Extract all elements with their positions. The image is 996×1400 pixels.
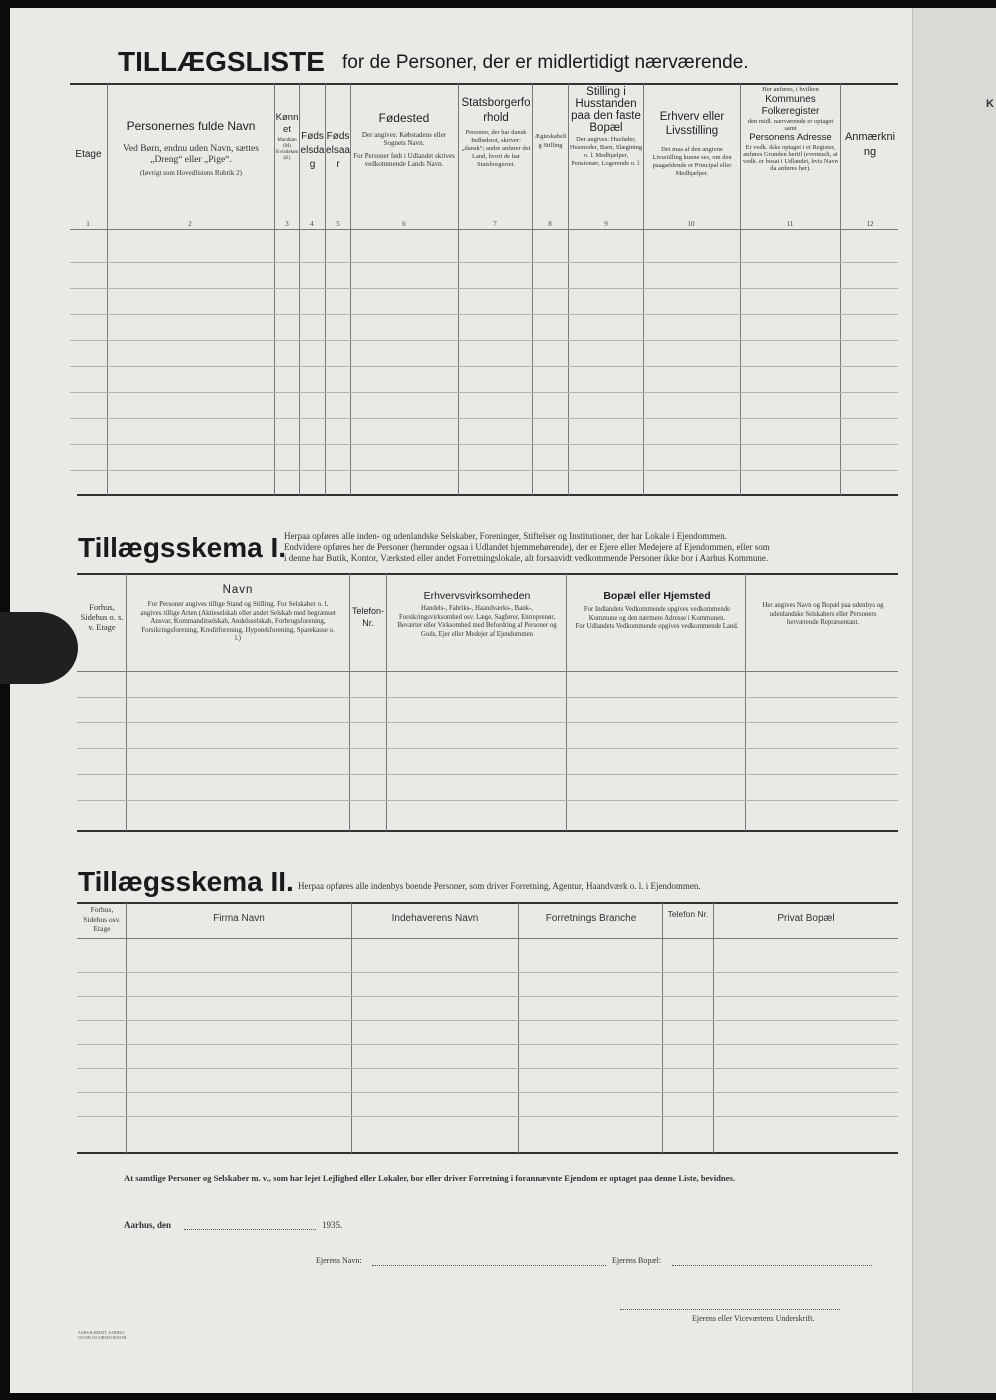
- s2-header-phone: Telefon Nr.: [667, 909, 709, 919]
- row-line: [70, 340, 898, 341]
- row-line: [77, 972, 898, 973]
- col-divider: [386, 574, 387, 831]
- col-divider: [643, 84, 644, 495]
- col-divider: [107, 84, 108, 495]
- s1-header-navn: Navn For Personer angives tillige Stand og Stilling. For Selskaber o. l. angives tillige Arten (Aktieselskab eller andet Selskab med begrænset Ansvar, Kommanditselskab, Andelsselskab, Forbrugsforening, Forsikringsforening, Kreditforening, Hypotekforening, Sparekasse o. l.): [140, 584, 336, 642]
- footer-statement: At samtlige Personer og Selskaber m. v., som har lejet Lejlighed eller Lokaler, bor eller driver Forretning i forannævnte Ejendom er optaget paa denne Liste, bevidnes.: [124, 1173, 735, 1183]
- row-line: [70, 392, 898, 393]
- header-birthplace: Fødested Der angives: Købstadens eller Sognets Navn. For Personer født i Udlandet skrives vedkommende Lands Navn.: [353, 111, 455, 168]
- owner-address-line: [672, 1264, 872, 1266]
- col-divider: [740, 84, 741, 495]
- s1-header-business: Erhvervsvirksomheden Handels-, Fabriks-, Haandværks-, Bank-, Forsikringsvirksomhed osv. Læge, Sagfører, Entreprenør, Beværter eller Virksomhed med Befordring af Personer og Gods, Ejer eller Medejer af Ejendommen: [397, 590, 557, 638]
- col-number: 5: [336, 220, 340, 228]
- skema1-intro: [284, 531, 904, 564]
- signature-label: Ejerens eller Viceværtens Underskrift.: [692, 1314, 815, 1323]
- col-number: 4: [310, 220, 314, 228]
- skema2-bottom-border: [77, 1152, 898, 1154]
- col-divider: [566, 574, 567, 831]
- skema1-top-border: [77, 573, 898, 575]
- col-number: 10: [687, 220, 695, 228]
- col-number: 2: [188, 220, 192, 228]
- date-line: [184, 1228, 316, 1230]
- row-line: [77, 1044, 898, 1045]
- col-number: 12: [866, 220, 874, 228]
- s1-header-address: Bopæl eller Hjemsted For Indlandets Vedkommende opgives vedkommende Kommune og den nærmere Adresse i Kommunen. For Udlandets Vedkommende opgives vedkommende Land.: [575, 590, 739, 630]
- main-table-bottom-border: [77, 494, 898, 496]
- col-divider: [458, 84, 459, 495]
- row-line: [77, 1020, 898, 1021]
- footer-year: 1935.: [322, 1220, 343, 1230]
- main-table-header-bottom: [70, 229, 898, 230]
- row-line: [70, 418, 898, 419]
- row-line: [77, 1092, 898, 1093]
- owner-name-line: [372, 1264, 606, 1266]
- skema1-header-bottom: [77, 671, 898, 672]
- row-line: [77, 748, 898, 749]
- header-citizenship: Statsborgerforhold Personer, der har dansk Indfødsret, skriver: „dansk“; andre anfører det Land, hvori de har Statsborgerret.: [461, 97, 531, 168]
- row-line: [77, 996, 898, 997]
- printer-imprint: AARS & HEDST. AARHUS JACOB JACOBSEN BOGTR.: [78, 1330, 128, 1340]
- header-birthyear: Fødselsaar: [326, 131, 350, 170]
- row-line: [70, 444, 898, 445]
- header-sex: Kønnet Mandkøn (M) Kvindekøn (K): [275, 112, 299, 161]
- s2-header-owner: Indehaverens Navn: [391, 913, 479, 924]
- col-divider: [350, 84, 351, 495]
- col-number: 1: [86, 220, 90, 228]
- row-line: [70, 288, 898, 289]
- col-number: 9: [604, 220, 608, 228]
- skema1-intro-line: i denne har Butik, Kontor, Værksted eller andet Forretningslokale, alt forsaavidt vedkommende Personer ikke bor i Aarhus Kommune.: [284, 553, 769, 563]
- s2-header-private: Privat Bopæl: [777, 913, 835, 924]
- owner-name-label: Ejerens Navn:: [316, 1256, 362, 1265]
- row-line: [77, 722, 898, 723]
- header-household: Stilling i Husstanden paa den faste Bopæl Der angives: Husfader, Husmoder, Barn, Slægtning o. l. Medhjælper, Pensionær, Logerende o. l.: [569, 86, 643, 167]
- s1-header-phone: Telefon-Nr.: [351, 606, 385, 628]
- s2-header-firm: Firma Navn: [213, 913, 265, 924]
- row-line: [70, 262, 898, 263]
- row-line: [70, 314, 898, 315]
- footer-place: Aarhus, den: [124, 1220, 172, 1230]
- header-etage: Etage: [75, 149, 102, 160]
- next-page-edge: [912, 8, 996, 1393]
- col-divider: [349, 574, 350, 831]
- form-subtitle: for de Personer, der er midlertidigt nærværende.: [342, 52, 749, 73]
- row-line: [70, 366, 898, 367]
- skema1-intro-line: Endvidere opføres her de Personer (herunder ogsaa i Udlandet hjemmehørende), der er Ejere eller Medejere af Ejendommen, eller som: [284, 542, 770, 552]
- s2-header-etage: Forhus, Sidehus osv. Etage: [83, 905, 121, 933]
- col-number: 6: [402, 220, 406, 228]
- col-divider: [840, 84, 841, 495]
- col-divider: [126, 574, 127, 831]
- skema2-title: Tillægsskema II.: [78, 866, 294, 897]
- row-line: [70, 470, 898, 471]
- row-line: [77, 774, 898, 775]
- main-table-top-border: [70, 83, 898, 85]
- col-number: 3: [285, 220, 289, 228]
- col-number: 8: [548, 220, 552, 228]
- owner-address-label: Ejerens Bopæl:: [612, 1256, 662, 1265]
- row-line: [77, 800, 898, 801]
- signature-line: [620, 1308, 840, 1310]
- skema2-header-bottom: [77, 938, 898, 939]
- col-divider: [745, 574, 746, 831]
- header-remark: Anmærkning: [844, 131, 896, 158]
- skema1-title: Tillægsskema I.: [78, 532, 287, 563]
- s1-header-representative: Her angives Navn og Bopæl paa udenbys og udenlandske Selskabers eller Personers herværende Repræsentant.: [762, 602, 884, 626]
- col-number: 7: [493, 220, 497, 228]
- header-name: Personernes fulde Navn Ved Børn, endnu uden Navn, sættes „Dreng“ eller „Pige“. (Iøvrigt som Hovedlistens Rubrik 2): [123, 119, 259, 177]
- row-line: [77, 1068, 898, 1069]
- form-title: TILLÆGSLISTE: [118, 46, 325, 77]
- next-page-letter: K: [986, 98, 994, 110]
- row-line: [77, 697, 898, 698]
- binding-tab: [0, 612, 78, 684]
- header-birthday: Fødselsdag: [300, 131, 325, 170]
- row-line: [77, 1116, 898, 1117]
- header-marital: Ægteskabelig Stilling: [534, 133, 567, 149]
- s2-header-branch: Forretnings Branche: [545, 913, 637, 924]
- skema1-bottom-border: [77, 830, 898, 832]
- header-register: Her anføres, i hvilken Kommunes Folkeregister den midl. nærværende er optaget samt Personens Adresse Er vedk. ikke optaget i et Register, anføres Grunden hertil (eventuelt, at vedk. er bosat i Udlandet, hvis Navn da anføres her).: [743, 86, 838, 172]
- skema2-top-border: [77, 902, 898, 904]
- s1-header-etage: Forhus, Sidehus o. s. v. Etage: [80, 602, 124, 632]
- skema1-intro-line: Herpaa opføres alle inden- og udenlandske Selskaber, Foreninger, Stiftelser og Institutioner, der har Lokale i Ejendommen.: [284, 531, 728, 541]
- skema2-intro: Herpaa opføres alle indenbys boende Personer, som driver Forretning, Agentur, Haandværk o. l. i Ejendommen.: [298, 881, 701, 891]
- col-number: 11: [786, 220, 794, 228]
- form-sheet: [10, 8, 922, 1393]
- header-occupation: Erhverv eller Livsstilling Det maa af den angivne Livsstilling kunne ses, om den paagældende er Principal eller Medhjælper.: [652, 111, 732, 177]
